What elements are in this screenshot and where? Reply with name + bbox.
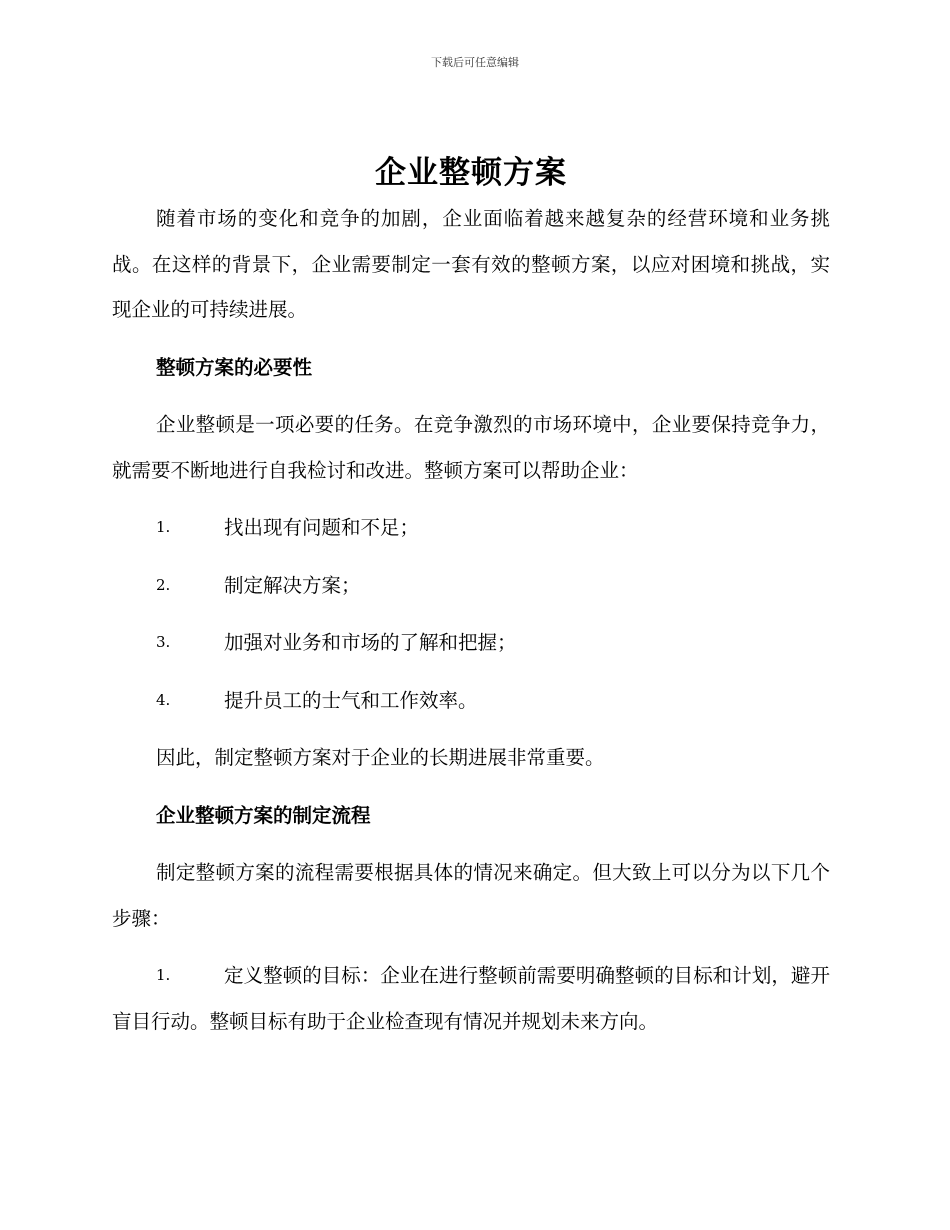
list-item-text: 提升员工的士气和工作效率。 xyxy=(224,688,478,712)
process-steps-list xyxy=(112,953,830,1044)
list-item-text: 找出现有问题和不足； xyxy=(224,516,420,539)
section-heading-process: 企业整顿方案的制定流程 xyxy=(156,803,371,827)
list-number: 3. xyxy=(156,633,171,651)
list-number: 1. xyxy=(156,966,171,984)
list-number: 4. xyxy=(156,690,171,709)
intro-paragraph: 随着市场的变化和竞争的加剧，企业面临着越来越复杂的经营环境和业务挑战。在这样的背景下，企业需要制定一套有效的整顿方案，以应对困境和挑战，实现企业的可持续进展。 xyxy=(112,207,830,321)
necessity-conclusion: 因此，制定整顿方案对于企业的长期进展非常重要。 xyxy=(156,746,605,769)
list-item xyxy=(112,505,830,551)
list-number: 1. xyxy=(156,518,171,536)
section-heading-necessity: 整顿方案的必要性 xyxy=(156,355,313,379)
list-item-text: 制定解决方案； xyxy=(224,573,361,597)
page-header-note: 下载后可任意编辑 xyxy=(431,56,519,69)
list-item-text: 加强对业务和市场的了解和把握； xyxy=(224,631,517,654)
document-body xyxy=(112,150,830,1056)
list-item xyxy=(112,953,830,1044)
document-title: 企业整顿方案 xyxy=(375,155,567,191)
list-item xyxy=(112,620,830,666)
list-item xyxy=(112,678,830,724)
list-number: 2. xyxy=(156,575,171,594)
list-item xyxy=(112,563,830,609)
list-item-text: 定义整顿的目标：企业在进行整顿前需要明确整顿的目标和计划，避开盲目行动。整顿目标有助于企业检查现有情况并规划未来方向。 xyxy=(112,964,830,1033)
necessity-paragraph: 企业整顿是一项必要的任务。在竞争激烈的市场环境中，企业要保持竞争力，就需要不断地进行自我检讨和改进。整顿方案可以帮助企业： xyxy=(112,413,830,482)
process-paragraph: 制定整顿方案的流程需要根据具体的情况来确定。但大致上可以分为以下几个步骤： xyxy=(112,861,830,930)
necessity-list xyxy=(112,505,830,723)
